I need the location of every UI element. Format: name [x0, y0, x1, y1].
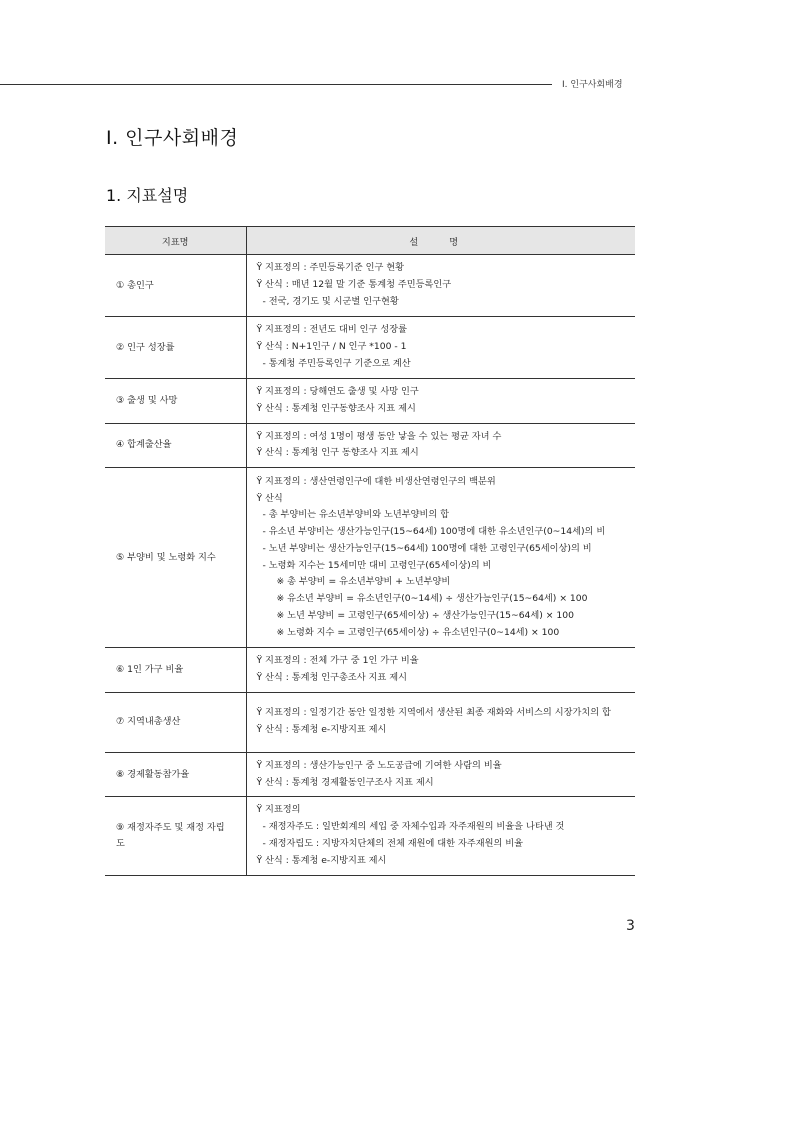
description-cell [246, 752, 635, 797]
indicator-name-cell [105, 797, 246, 875]
indicator-name-cell [105, 255, 246, 317]
description-line: - 노령화 지수는 15세미만 대비 고령인구(65세이상)의 비 [262, 559, 492, 571]
table-row [105, 255, 635, 317]
description-line: - 통계청 주민등록인구 기준으로 계산 [262, 357, 411, 369]
indicator-name-cell [105, 468, 246, 648]
description-line: Ÿ 산식 : 통계청 인구 동향조사 지표 제시 [256, 447, 419, 459]
indicator-name-cell [105, 648, 246, 693]
description-line: Ÿ 산식 : 통계청 e-지방지표 제시 [256, 854, 387, 866]
description-line: Ÿ 지표정의 : 여성 1명이 평생 동안 낳을 수 있는 평균 자녀 수 [256, 430, 502, 442]
description-line: ※ 노령화 지수 = 고령인구(65세이상) ÷ 유소년인구(0~14세) × 100 [276, 626, 560, 638]
description-line: Ÿ 산식 : 통계청 경제활동인구조사 지표 제시 [256, 776, 434, 788]
description-line: - 재정자립도 : 지방자치단체의 전체 재원에 대한 자주재원의 비율 [262, 837, 524, 849]
indicator-name: ⑥ 1인 가구 비율 [116, 663, 184, 675]
description-line: Ÿ 지표정의 : 일정기간 동안 일정한 지역에서 생산된 최종 재화와 서비스의 시장가치의 합 [256, 707, 611, 719]
description-line: Ÿ 산식 [256, 492, 283, 504]
table-header-row [105, 227, 635, 255]
column-header-indicator-name: 지표명 [105, 227, 246, 255]
description-line: Ÿ 지표정의 [256, 804, 301, 816]
indicator-table [105, 226, 635, 876]
indicator-name-cell [105, 692, 246, 752]
indicator-name-cell [105, 379, 246, 424]
indicator-name: ③ 출생 및 사망 [116, 394, 178, 406]
description-line: Ÿ 지표정의 : 생산연령인구에 대한 비생산연령인구의 백분위 [256, 475, 496, 487]
description-line: Ÿ 지표정의 : 전년도 대비 인구 성장률 [256, 324, 407, 336]
table-row [105, 379, 635, 424]
table-row [105, 752, 635, 797]
table-row [105, 423, 635, 468]
running-header: Ⅰ. 인구사회배경 [562, 80, 623, 90]
indicator-name: ④ 합계출산율 [116, 439, 172, 451]
description-line: ※ 유소년 부양비 = 유소년인구(0~14세) ÷ 생산가능인구(15~64세) × 100 [276, 593, 588, 605]
table-row [105, 468, 635, 648]
section-title: 1. 지표설명 [106, 186, 189, 205]
description-line: ※ 노년 부양비 = 고령인구(65세이상) ÷ 생산가능인구(15~64세) × 100 [276, 610, 574, 622]
description-cell [246, 692, 635, 752]
description-cell [246, 468, 635, 648]
description-line: Ÿ 산식 : 통계청 인구동향조사 지표 제시 [256, 402, 416, 414]
description-line: Ÿ 산식 : 통계청 인구총조사 지표 제시 [256, 671, 407, 683]
description-cell [246, 317, 635, 379]
column-header-description: 설 명 [246, 227, 635, 255]
description-line: - 노년 부양비는 생산가능인구(15~64세) 100명에 대한 고령인구(65세이상)의 비 [262, 542, 592, 554]
indicator-name-cell [105, 317, 246, 379]
description-line: Ÿ 산식 : 매년 12월 말 기준 통계청 주민등록인구 [256, 279, 452, 291]
indicator-name: ⑧ 경제활동참가율 [116, 768, 190, 780]
chapter-title: Ⅰ. 인구사회배경 [106, 127, 239, 149]
description-cell [246, 797, 635, 875]
description-line: - 유소년 부양비는 생산가능인구(15~64세) 100명에 대한 유소년인구(0~14세)의 비 [262, 526, 606, 538]
description-cell [246, 255, 635, 317]
description-line: Ÿ 산식 : N+1인구 / N 인구 *100 - 1 [256, 341, 407, 353]
indicator-name-cell [105, 423, 246, 468]
table-row [105, 648, 635, 693]
description-line: - 전국, 경기도 및 시군별 인구현황 [262, 295, 399, 307]
table-row [105, 317, 635, 379]
table-row [105, 797, 635, 875]
description-line: - 총 부양비는 유소년부양비와 노년부양비의 합 [262, 509, 450, 521]
description-line: Ÿ 지표정의 : 생산가능인구 중 노도공급에 기여한 사람의 비율 [256, 759, 502, 771]
description-line: Ÿ 지표정의 : 전체 가구 중 1인 가구 비율 [256, 655, 419, 667]
description-line: Ÿ 지표정의 : 당해연도 출생 및 사망 인구 [256, 386, 419, 397]
indicator-name: ① 총인구 [116, 279, 154, 291]
description-line: Ÿ 산식 : 통계청 e-지방지표 제시 [256, 724, 387, 736]
indicator-name: ⑨ 재정자주도 및 재정 자립도 [116, 821, 225, 849]
description-line: ※ 총 부양비 = 유소년부양비 + 노년부양비 [276, 576, 451, 588]
description-cell [246, 648, 635, 693]
indicator-name: ② 인구 성장률 [116, 341, 175, 353]
indicator-name: ⑤ 부양비 및 노령화 지수 [116, 551, 216, 563]
header-rule [0, 84, 552, 85]
description-line: - 재정자주도 : 일반회계의 세입 중 자체수입과 자주재원의 비율을 나타낸 것 [262, 821, 565, 833]
indicator-name-cell [105, 752, 246, 797]
indicator-name: ⑦ 지역내총생산 [116, 716, 181, 728]
table-row [105, 692, 635, 752]
description-cell [246, 423, 635, 468]
page-number: 3 [626, 918, 635, 934]
description-line: Ÿ 지표정의 : 주민등록기준 인구 현황 [256, 262, 405, 274]
description-cell [246, 379, 635, 424]
